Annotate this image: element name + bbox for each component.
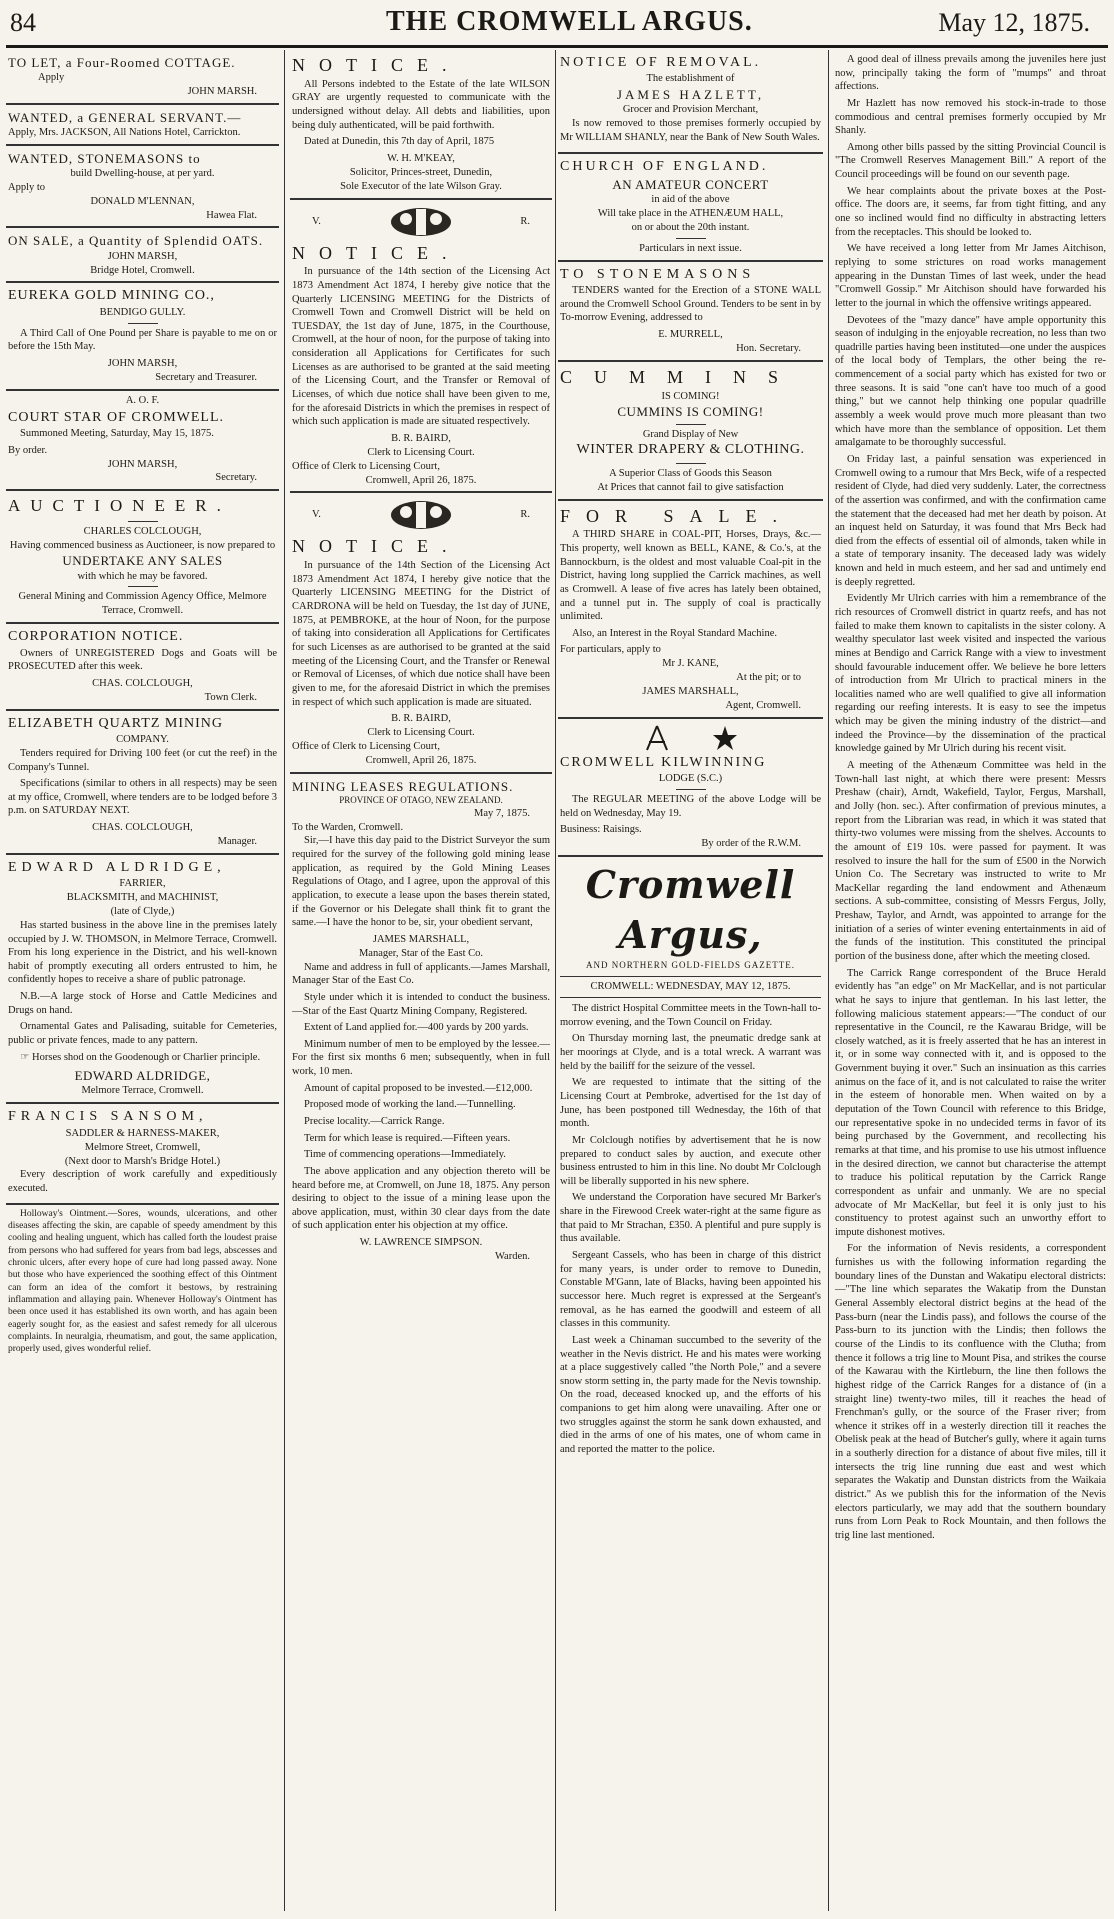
ad-heading: NOTICE. [292, 536, 461, 557]
ad-on-sale-oats [6, 228, 279, 283]
editorial-dateline: CROMWELL: WEDNESDAY, MAY 12, 1875. [560, 976, 821, 998]
ad-eureka-mining [6, 283, 279, 390]
divider [676, 238, 706, 239]
ad-text: Having commenced business as Auctioneer, is now prepared to [9, 539, 276, 551]
ad-text: Is now removed to those premises formerly occupied by Mr WILLIAM SHANLY, near the Bank of New South Wales. [560, 118, 821, 143]
notice-licensing-cromwell [290, 200, 552, 494]
divider [128, 323, 158, 324]
ad-for-sale-coal-pit [558, 501, 823, 719]
ad-text: Warden. [494, 1250, 530, 1262]
ad-edward-aldridge [6, 855, 279, 1104]
ad-display-text: CUMMINS IS COMING! [617, 404, 764, 420]
news-paragraph: Mr Hazlett has now removed his stock-in-trade to those commodious and central premises formerly occupied by Mr Shanly. [835, 97, 1106, 137]
column-rule [555, 50, 556, 1911]
divider [676, 463, 706, 464]
ad-subheading: LODGE (S.C.) [658, 773, 723, 785]
ad-text: with which he may be favored. [77, 570, 208, 582]
ad-elizabeth-quartz [6, 711, 279, 855]
ad-signature: DONALD M'LENNAN, [90, 195, 195, 207]
ad-signature: JOHN MARSH. [187, 86, 257, 98]
ad-subheading: AN AMATEUR CONCERT [612, 177, 769, 193]
ad-text: Office of Clerk to Licensing Court, [292, 740, 440, 752]
ad-text: The establishment of [646, 73, 735, 85]
ad-text: At the pit; or to [736, 672, 801, 684]
ad-text: Precise locality.—Carrick Range. [304, 1116, 445, 1127]
ad-auctioneer [6, 491, 279, 624]
ad-heading: EDWARD ALDRIDGE, [8, 859, 226, 875]
news-paragraph: The Carrick Range correspondent of the Bruce Herald evidently has "an edge" on Mr MacKellar, and is not particular what he says to injure that gentleman. In his last letter, the following malicious statement appears:—"The conduct of our representative in the Council, re the Kawarau Bridge, will be closely watched, as it is freely asserted that he has an interest in it, or in some way connected with it, and is opposed to the Government buying it over." Such an insinuation as this carries animus on the face of it, and is not calculated to raise the writer in the esteem of honorable men. When waited on by a deputation of the Town Council with reference to this Bridge, our representative spoke in no undecided terms in favor of its being purchased by the Government, and recollecting his remarks at that time, and his promise to use his utmost influence in the desired direction, we cannot but characterise the attempt to traduce his political reputation by the Carrick Range correspondent as unfair and unmanly. We are no special advocate of Mr MacKellar, but feel it is only just to his constituency to protest against such an unworthy effort to impute dishonest motives. [835, 967, 1106, 1238]
issue-date: May 12, 1875. [938, 8, 1090, 37]
ad-text: on or about the 20th instant. [631, 221, 750, 233]
ad-heading: ON SALE, a Quantity of Splendid OATS. [8, 233, 264, 249]
crest-letter: V. [312, 215, 321, 227]
ad-heading: COURT STAR OF CROMWELL. [8, 409, 225, 425]
news-paragraph: A good deal of illness prevails among the juveniles here just now, principally taking the form of "mumps" and throat affections. [835, 54, 1106, 93]
ad-text: May 7, 1875. [474, 807, 530, 819]
ad-holloway [6, 1205, 279, 1363]
square-compass-icon [643, 724, 671, 752]
news-paragraph: On Thursday morning last, the pneumatic dredge sank at her moorings at Clyde, and is a total wreck. A warrant was held by the bailiff for the seizure of the vessel. [560, 1033, 821, 1072]
ad-heading: ELIZABETH QUARTZ MINING [8, 715, 224, 731]
notice-wilson-gray [290, 50, 552, 200]
ad-signature: Mr J. KANE, [662, 658, 719, 670]
ad-text: Name and address in full of applicants.—James Marshall, Manager Star of the East Co. [292, 961, 550, 987]
ad-signature: CHARLES COLCLOUGH, [83, 525, 202, 537]
ad-text: For particulars, apply to [560, 644, 661, 656]
ad-text: BLACKSMITH, and MACHINIST, [66, 892, 219, 904]
notice-mining-leases [290, 774, 552, 1268]
ad-text: To the Warden, Cromwell. [292, 821, 404, 833]
ad-text: Grand Display of New [642, 428, 739, 440]
ad-text: General Mining and Commission Agency Office, Melmore Terrace, Cromwell. [18, 591, 267, 617]
divider [128, 521, 158, 522]
ad-heading: FRANCIS SANSOM, [8, 1109, 208, 1125]
ad-signature: EDWARD ALDRIDGE, [74, 1068, 211, 1084]
ad-francis-sansom [6, 1104, 279, 1204]
ad-heading: TO STONEMASONS [560, 266, 756, 282]
ad-heading: MINING LEASES REGULATIONS. [292, 778, 514, 794]
news-paragraph: Devotees of the "mazy dance" have ample opportunity this season of indulging in the enjoyable recreation, no less than two quadrille parties having been instituted—one under the auspices of the local body of Templars, the other being the re-commencement of a social party which has existed for two or three seasons. It is said "one can't have too much of a good thing," but we cannot help thinking one popular quadrille assembly a week would prove much more pleasant than two which have more than the semblance of opposition. Let them amalgamate to be thoroughly successful. [835, 314, 1106, 449]
ad-text: Particulars in next issue. [639, 242, 742, 254]
ad-text: Apply [38, 72, 65, 84]
ad-text: In pursuance of the 14th section of the Licensing Act 1873 Amendment Act 1874, I hereby give notice that the Quarterly LICENSING MEETING for the Districts of Cromwell Town and Cromwell District will be held on TUESDAY, the 1st day of June, 1875, in the Courthouse, Cromwell, at the hour of noon, for the purpose of taking into consideration all Applications for Certificates for such Licenses as are authorised to be granted at the said meeting of the Licensing Court, and the Transfer or Removal of Licenses, of which due notice shall have been given to me, for the aforesaid Districts in which the premises in respect of which such application is made are situated respectively. [292, 266, 550, 428]
ad-text: Secretary. [215, 472, 257, 484]
ad-text: Sir,—I have this day paid to the District Surveyor the sum required for the survey of the following gold mining lease application, as required by the Gold Mining Leases Regulations of Otago, and I agree, upon the approval of this application, to execute a lease upon the bases therein stated, if the Governor or his Delegate shall think fit to grant the same.—I have the honor to be, sir, your obedient servant, [292, 835, 550, 929]
ad-text: build Dwelling-house, at per yard. [70, 168, 215, 180]
ad-heading: CROMWELL KILWINNING [560, 754, 767, 770]
royal-crest-icon [376, 498, 466, 532]
ad-text: Term for which lease is required.—Fifteen years. [304, 1132, 511, 1144]
ad-signature: JAMES MARSHALL, [372, 933, 470, 945]
news-paragraph: Last week a Chinaman succumbed to the severity of the weather in the Nevis district. He and his mates were working at a place suggestively called "the North Pole," and a severe snow storm setting in, the party made for the Nevis township. On the road, deceased knocked up, and the efforts of his companions to get him along were unavailing. After one or two struggles against the storm he sank down exhausted, and died in the arms of one of his mates, one of whom came in and reported the matter to the police. [560, 1334, 821, 1456]
column-4 [833, 50, 1108, 1911]
news-paragraph: We understand the Corporation have secured Mr Barker's share in the Firewood Creek water-right at the same figure as that paid to Mr Strachan, £350. A plentiful and pure supply is thus available. [560, 1192, 821, 1245]
divider [676, 424, 706, 425]
news-paragraph: For the information of Nevis residents, a correspondent furnishes us with the following information regarding the boundary lines of the Dunstan and Wakatipu electoral districts:—"The line which separates the Wakatip from the Dunstan General Assembly electoral district begins at the head of the Pass-burn (near the Lindis pass), and follows the course of the Pass-burn to its junction with the Lindis; then follows the course of the Lindis to its confluence with the Clutha; from thence it follows a trig line to Mount Pisa, and strikes the course of the Kawarau with the Kirtleburn, the line then follows the highest ridge of the Carrick Ranges for a distance of (in a straight line) twenty-two miles, till it reaches the head of Frenchman's gully, or the source of the Fraser river; from whence it strikes off in a westerly direction till it reaches the Obelisk peak at the head of Butcher's gully, where it again turns in a southerly direction for a distance of about five miles, till it intersects the trig line running due east and west which separates the Wakatip and Dunstan districts from the Waikaia district." As we publish this for the information of the Nevis electors particularly, we may add that the southern boundary runs from Lorn Peak to Rock Mountain, and then follows the trig line last mentioned. [835, 1243, 1106, 1541]
newspaper-nameplate: Cromwell Argus, [585, 862, 796, 958]
notice-licensing-cardrona [290, 493, 552, 773]
newspaper-title: THE CROMWELL ARGUS. [386, 6, 753, 37]
crest-letter: R. [520, 509, 530, 521]
ad-text: Secretary and Treasurer. [155, 371, 257, 383]
ad-subheading: A. O. F. [125, 394, 160, 406]
ad-text: Style under which it is intended to conduct the business.—Star of the East Quartz Mining Company, Registered. [292, 991, 550, 1017]
ad-text: Every description of work carefully and expeditiously executed. [8, 1169, 277, 1194]
ad-text: By order. [8, 444, 48, 456]
ad-text: Apply, Mrs. JACKSON, All Nations Hotel, Carrickton. [8, 127, 241, 139]
ad-text: Time of commencing operations—Immediately. [304, 1149, 506, 1161]
ad-signature: B. R. BAIRD, [391, 432, 451, 444]
ad-subheading: SADDLER & HARNESS-MAKER, [65, 1127, 220, 1139]
ad-text: Specifications (similar to others in all respects) may be seen at my office, Cromwell, where tenders are to be lodged before 3 p.m. on SATURDAY NEXT. [8, 778, 277, 817]
ad-text: FARRIER, [119, 878, 166, 890]
news-paragraph: Among other bills passed by the sitting Provincial Council is "The Cromwell Reserves Management Bill." A report of the Council proceedings will be found on our seventh page. [835, 141, 1106, 181]
ad-text: N.B.—A large stock of Horse and Cattle Medicines and Drugs on hand. [8, 991, 277, 1016]
column-1 [6, 50, 279, 1911]
ad-display-text: UNDERTAKE ANY SALES [62, 553, 223, 569]
ad-signature: JOHN MARSH, [107, 458, 178, 470]
ad-text: Extent of Land applied for.—400 yards by 200 yards. [304, 1022, 529, 1034]
ad-heading: NOTICE OF REMOVAL. [560, 55, 762, 70]
ad-signature: B. R. BAIRD, [391, 713, 451, 725]
ad-text: At Prices that cannot fail to give satisfaction [597, 481, 784, 493]
crest-letter: R. [520, 215, 530, 227]
ad-signature: W. LAWRENCE SIMPSON. [359, 1237, 483, 1249]
ad-text: By order of the R.W.M. [701, 838, 801, 850]
column-2 [290, 50, 552, 1911]
ad-heading: NOTICE. [292, 242, 461, 263]
ad-signature: E. MURRELL, [658, 329, 723, 341]
page-number: 84 [10, 8, 36, 37]
ad-wanted-stonemasons [6, 146, 279, 229]
ad-text: TENDERS wanted for the Erection of a STONE WALL around the Cromwell School Ground. Tenders to be sent in by To-morrow Evening, addressed to [560, 285, 821, 324]
local-news [833, 50, 1108, 1550]
ad-heading: CORPORATION NOTICE. [8, 629, 184, 645]
ad-text: Manager, Star of the East Co. [358, 947, 484, 959]
news-paragraph: Sergeant Cassels, who has been in charge of this district for many years, is under order to remove to Dunedin, Constable M'Gann, late of Blacks, having been appointed his successor here. Much regret is expressed at the Sergeant's removal, as he has earned the goodwill and esteem of all classes in this community. [560, 1250, 821, 1330]
ad-signature: W. H. M'KEAY, [387, 152, 455, 164]
divider [128, 586, 158, 587]
ad-subheading: PROVINCE OF OTAGO, NEW ZEALAND. [339, 794, 503, 805]
ad-text: Clerk to Licensing Court. [367, 446, 475, 458]
ad-heading: CUMMINS [560, 366, 801, 387]
ad-heading: CHURCH OF ENGLAND. [560, 158, 769, 174]
divider [676, 789, 706, 790]
ad-notice-of-removal [558, 50, 823, 154]
ad-text: Amount of capital proposed to be invested.—£12,000. [304, 1082, 533, 1094]
ad-church-of-england [558, 154, 823, 262]
ad-text: All Persons indebted to the Estate of the late WILSON GRAY are urgently requested to communicate with the undersigned without delay. All debts and liabilities, upon being duly authenticated, will be paid forthwith. [292, 78, 550, 131]
ad-to-let [6, 50, 279, 105]
masthead-rule [6, 45, 1108, 48]
ad-text: Has started business in the above line in the premises lately occupied by J. W. THOMSON, in Melmore Terrace, Cromwell. From his long experience in the District, and his well-known habit of promptly executing all orders entrusted to him, he confidently hopes to receive a share of public patronage. [8, 919, 277, 986]
ad-text: Bridge Hotel, Cromwell. [90, 264, 195, 276]
ad-text: Office of Clerk to Licensing Court, [292, 460, 440, 472]
news-paragraph: We hear complaints about the private boxes at the Post-office. The doors are, it seems, far from tight fitting, and any one so inclined would find no difficulty in abstracting letters from the receptacles. This should be looked to. [835, 185, 1106, 238]
ad-text: Apply to [8, 181, 46, 193]
column-rule [828, 50, 829, 1911]
ad-text: The REGULAR MEETING of the above Lodge will be held on Wednesday, May 19. [560, 794, 821, 819]
ad-kilwinning-lodge [558, 719, 823, 857]
ad-signature: JOHN MARSH, [107, 250, 178, 262]
ad-wanted-servant [6, 105, 279, 146]
ad-text: Summoned Meeting, Saturday, May 15, 1875. [20, 428, 214, 440]
news-paragraph: We have received a long letter from Mr James Aitchison, replying to some strictures on road works management appearing in the Dunstan Times of last week, under the head "Cromwell Gossip." Mr Aitchison should have forwarded his letter to the journal in which the offensive writings appeared. [835, 243, 1106, 309]
ad-text: A THIRD SHARE in COAL-PIT, Horses, Drays, &c.—This property, well known as BELL, KANE, & Co.'s, at the Bannockburn, is the oldest and most valuable Coal-pit in the District, having long supplied the Carrick machines, as well as Cromwell. A lease of five acres has lately been obtained, and a tunnel put in. The supply of coal is practically unlimited. [560, 529, 821, 623]
news-paragraph: Mr Colclough notifies by advertisement that he is now prepared to conduct sales by auction, and execute other business entrusted to him in this line. No doubt Mr Colclough will be liberally supported in his new sphere. [560, 1134, 821, 1187]
masthead [6, 0, 1108, 46]
masonic-symbols [560, 724, 821, 752]
ad-text: Hawea Flat. [206, 209, 257, 221]
ad-text: Cromwell, April 26, 1875. [365, 474, 477, 486]
ad-text: Business: Raisings. [560, 824, 642, 836]
ad-text: Minimum number of men to be employed by the lessee.—For the first six months 6 men; subsequently, when in full work, 10 men. [292, 1038, 550, 1078]
editorial-section [558, 857, 823, 1464]
column-rule [284, 50, 285, 1911]
ad-text: Town Clerk. [204, 691, 257, 703]
ad-text: Proposed mode of working the land.—Tunnelling. [304, 1099, 516, 1111]
ad-signature: JAMES MARSHALL, [642, 686, 739, 698]
ad-text: (Next door to Marsh's Bridge Hotel.) [64, 1155, 221, 1167]
ad-text: Manager. [217, 835, 257, 847]
ad-text: Holloway's Ointment.—Sores, wounds, ulcerations, and other diseases affecting the skin, are capable of speedy amendment by this cooling and healing unguent, which has called forth the loudest praise from persons who had suffered for years from bad legs, abscesses and chronic ulcers, after every hope of cure had long passed away. None but those who have experienced the soothing effect of this Ointment can form an idea of the comfort it bestows, by restraining inflammation and allaying pain. Whenever Holloway's Ointment has been once used it has established its own worth, and has again been eagerly sought for, as the easiest and safest remedy for all ulcerous complaints. In neuralgia, rheumatism, and gout, the same application, properly used, gives wonderful relief. [8, 1208, 277, 1355]
ad-corporation-notice [6, 624, 279, 710]
ad-heading: TO LET, a Four-Roomed COTTAGE. [8, 55, 236, 70]
ad-cummins [558, 362, 823, 501]
ad-heading: NOTICE. [292, 55, 461, 75]
ad-text: Melmore Terrace, Cromwell. [81, 1085, 204, 1097]
ad-text: Melmore Street, Cromwell, [84, 1141, 201, 1153]
ad-heading: WANTED, a GENERAL SERVANT.— [8, 109, 242, 125]
news-paragraph: A meeting of the Athenæum Committee was held in the Town-hall last night, at which there were present: Messrs Preshaw (chair), Arndt, Wakefield, Taylor, Fergus, Marshall, and Jolly (hon. sec.). After confirmation of previous minutes, a report from the Librarian was read, in which it was stated that thirty-two volumes were missing from the shelves. Accounts to the amount of £19 10s. were passed for payment. It was resolved to insure the hall for the sum of £500 in the Norwich Union Co. The Secretary was instructed to write to Mr MacKellar regarding the land endowment and Athenæum sections. A sub-committee, consisting of Messrs Fergus, Jolly, Preshaw, Taylor, and Arndt, was appointed to arrange for the initiation of a series of winter evening entertainments in aid of the funds of the institution. This constituted the principal portion of the business done, after which the meeting closed. [835, 760, 1106, 962]
ad-text: Cromwell, April 26, 1875. [365, 754, 477, 766]
ad-text: in aid of the above [651, 194, 730, 206]
crest-letter: V. [312, 509, 321, 521]
news-paragraph: Evidently Mr Ulrich carries with him a remembrance of the rich resources of Cromwell district in quartz reefs, and has not failed to make them known to capitalists in the sister colony. A wealthy speculator last week visited and inspected the various mines at Bendigo and Carrick Range with a view to investment should favourable inducement offer. We believe he bore letters of introduction from Mr Ulrich to practical miners in the localities named who are well qualified to give all information regarding our reefing interests. It is easy to see the impetus which may be given the mining industry of the district—and indeed the Province—by the dissemination of the practical knowledge gained by Mr Ulrich during his recent visit. [835, 593, 1106, 755]
ad-court-star [6, 391, 279, 492]
ad-signature: JAMES HAZLETT, [616, 87, 765, 103]
ad-text: Dated at Dunedin, this 7th day of April, 1875 [304, 136, 495, 148]
ad-heading: EUREKA GOLD MINING CO., [8, 288, 215, 304]
nameplate-subtitle: AND NORTHERN GOLD-FIELDS GAZETTE. [586, 960, 795, 971]
ad-text: Will take place in the ATHENÆUM HALL, [597, 208, 784, 220]
ad-text: Tenders required for Driving 100 feet (or cut the reef) in the Company's Tunnel. [8, 747, 277, 773]
ad-heading: WANTED, STONEMASONS to [8, 150, 201, 166]
ad-text: Sole Executor of the late Wilson Gray. [340, 180, 502, 192]
royal-crest-icon [376, 205, 466, 239]
ad-text: Agent, Cromwell. [725, 699, 801, 711]
news-paragraph: The district Hospital Committee meets in the Town-hall to-morrow evening, and the Town Council on Friday. [560, 1003, 821, 1028]
news-paragraph: We are requested to intimate that the sitting of the Licensing Court at Pembroke, advertised for the 1st day of June, has been postponed till Wednesday, the 16th of that month. [560, 1077, 821, 1130]
ad-heading: AUCTIONEER. [8, 496, 231, 516]
ad-subheading: BENDIGO GULLY. [99, 306, 186, 318]
ad-text: In pursuance of the 14th Section of the Licensing Act 1873 Amendment Act 1874, I hereby give notice that the Quarterly LICENSING MEETING for the District of CARDRONA will be held on Tuesday, the 1st day of JUNE, 1875, at PEMBROKE, at the hour of Noon, for the purpose of taking into consideration all Applications for Certificates for such Licenses as are authorised to be granted at the said meeting of the Licensing Court, and the Transfer or Renewal or Removal of Licenses, of which due notice shall have been given to me, for the aforesaid District in which the premises in respect of which such application is made are situated. [292, 560, 550, 708]
ad-text: (late of Clyde,) [110, 906, 175, 918]
ad-to-stonemasons [558, 262, 823, 362]
ad-text: Also, an Interest in the Royal Standard Machine. [572, 627, 777, 639]
ad-text: A Third Call of One Pound per Share is payable to me on or before the 15th May. [8, 327, 277, 353]
star-icon [711, 724, 739, 752]
ad-display-text: WINTER DRAPERY & CLOTHING. [576, 442, 805, 458]
ad-text: Ornamental Gates and Palisading, suitable for Cemeteries, public or private fences, made to any pattern. [8, 1021, 277, 1047]
ad-signature: JOHN MARSH, [107, 357, 178, 369]
ad-text: Grocer and Provision Merchant, [622, 104, 759, 116]
ad-text: The above application and any objection thereto will be heard before me, at Cromwell, on June 18, 1875. Any person desiring to object to the issue of a mining lease upon the above application, must, within 30 clear days from the date of such application enter his objection at my office. [292, 1165, 550, 1232]
column-3 [558, 50, 823, 1911]
news-paragraph: On Friday last, a painful sensation was experienced in Cromwell owing to a rumour that Mrs Beck, wife of a respected resident of Clyde, had died very suddenly. Later, the correctness of the assertion was confirmed, and with the confirmation came the statement that the deceased had met her death by poison. At an inquest held on Saturday, it was found that Mrs Beck had died from the effects of essential oil of almonds, taken while in a state of temporary insanity. The deceased lady was widely known and held in much esteem, and her sad and untimely end is deeply regretted. [835, 453, 1106, 588]
ad-text: Hon. Secretary. [736, 342, 801, 354]
ad-text: Owners of UNREGISTERED Dogs and Goats will be PROSECUTED after this week. [8, 647, 277, 673]
ad-signature: CHAS. COLCLOUGH, [92, 822, 193, 834]
ad-signature: CHAS. COLCLOUGH, [92, 677, 193, 689]
ad-heading: FOR SALE. [560, 505, 794, 526]
ad-text: Clerk to Licensing Court. [367, 727, 475, 739]
ad-text: IS COMING! [661, 390, 720, 402]
ad-text: Solicitor, Princes-street, Dunedin, [349, 166, 493, 178]
ad-text: ☞ Horses shod on the Goodenough or Charlier principle. [20, 1051, 261, 1063]
ad-subheading: COMPANY. [116, 734, 169, 746]
ad-text: A Superior Class of Goods this Season [609, 467, 772, 479]
